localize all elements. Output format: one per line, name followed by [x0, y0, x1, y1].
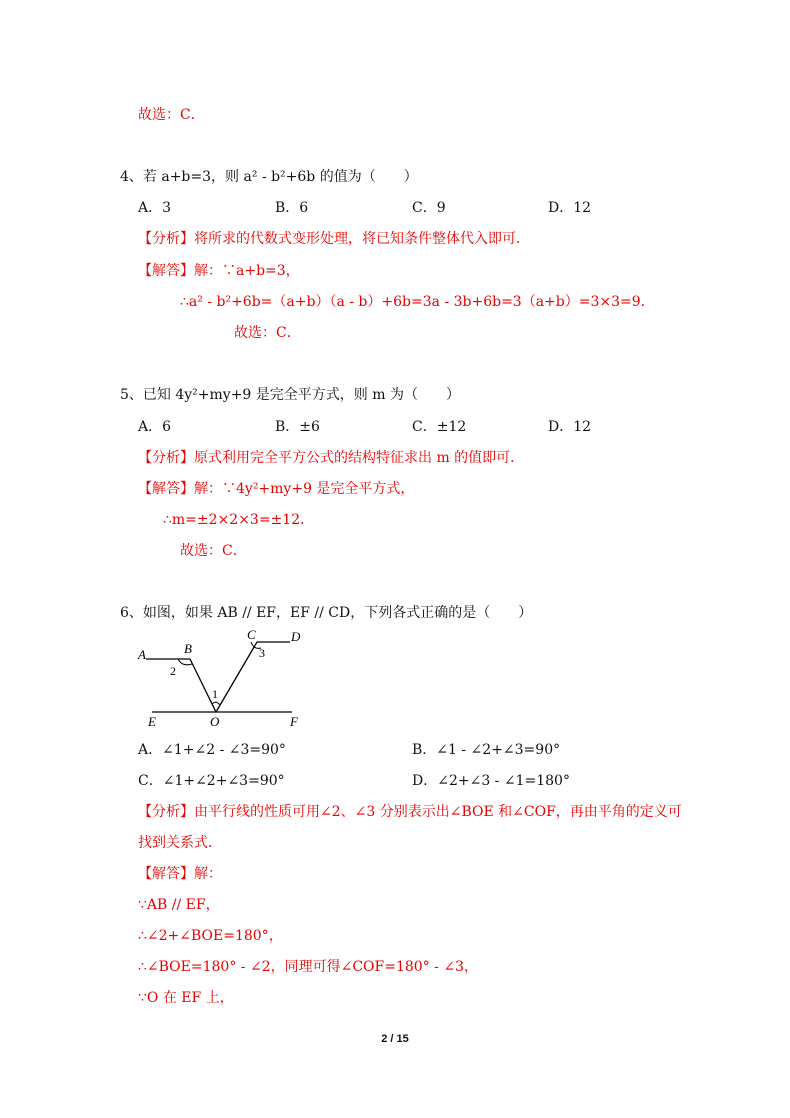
q6-option-c: C．∠1+∠2+∠3=90°	[138, 773, 285, 789]
q5-stem: 5、已知 4y²+my+9 是完全平方式，则 m 为（ ）	[120, 387, 460, 403]
geometry-figure	[130, 622, 330, 732]
label-angle-2: 2	[170, 664, 176, 678]
q5-solution-2: ∴m=±2×2×3=±12．	[163, 512, 315, 528]
q4-analysis: 【分析】将所求的代数式变形处理，将已知条件整体代入即可．	[138, 231, 530, 247]
line-oc	[216, 642, 257, 712]
label-o: O	[210, 714, 220, 729]
q5-analysis: 【分析】原式利用完全平方公式的结构特征求出 m 的值即可．	[138, 450, 525, 466]
q6-step-2: ∴∠2+∠BOE=180°，	[138, 928, 283, 944]
q4-solution-2: ∴a² - b²+6b=（a+b）（a - b）+6b=3a - 3b+6b=3（a+b）=3×3=9．	[180, 294, 655, 310]
label-angle-1: 1	[212, 687, 218, 701]
q5-option-a: A．6	[138, 419, 172, 435]
q4-option-d: D．12	[548, 200, 592, 216]
q6-step-4: ∵O 在 EF 上，	[138, 990, 234, 1006]
q4-answer: 故选：C．	[234, 325, 301, 341]
q4-option-c: C．9	[412, 200, 446, 216]
q6-option-a: A．∠1+∠2 - ∠3=90°	[138, 742, 286, 758]
prev-answer: 故选：C．	[138, 107, 205, 123]
q5-option-c: C．±12	[412, 419, 467, 435]
label-c: C	[247, 627, 256, 642]
label-d: D	[291, 629, 301, 644]
q5-option-b: B．±6	[275, 419, 320, 435]
label-angle-3: 3	[259, 646, 265, 660]
q5-option-d: D．12	[548, 419, 592, 435]
q4-option-a: A．3	[138, 200, 172, 216]
label-b: B	[184, 641, 192, 656]
label-e: E	[148, 714, 156, 729]
q6-option-b: B．∠1 - ∠2+∠3=90°	[412, 742, 561, 758]
q4-solution-1: 【解答】解：∵a+b=3，	[138, 263, 300, 279]
q4-option-b: B．6	[275, 200, 309, 216]
q6-solution-head: 【解答】解：	[138, 866, 222, 882]
q6-option-d: D．∠2+∠3 - ∠1=180°	[412, 773, 570, 789]
label-a: A	[138, 647, 146, 662]
page-number: 2 / 15	[381, 1033, 409, 1045]
q6-step-1: ∵AB // EF，	[138, 897, 220, 913]
q6-analysis-2: 找到关系式．	[138, 835, 222, 851]
q5-answer: 故选：C．	[180, 543, 247, 559]
angle-1-arc	[212, 702, 220, 705]
q6-analysis-1: 【分析】由平行线的性质可用∠2、∠3 分别表示出∠BOE 和∠COF，再由平角的定义可	[138, 804, 682, 820]
q6-step-3: ∴∠BOE=180° - ∠2，同理可得∠COF=180° - ∠3，	[138, 959, 478, 975]
label-f: F	[290, 714, 298, 729]
q5-solution-1: 【解答】解：∵4y²+my+9 是完全平方式，	[138, 481, 415, 497]
q4-stem: 4、若 a+b=3，则 a² - b²+6b 的值为（ ）	[120, 169, 418, 185]
q6-stem: 6、如图，如果 AB // EF，EF // CD，下列各式正确的是（ ）	[120, 605, 533, 621]
